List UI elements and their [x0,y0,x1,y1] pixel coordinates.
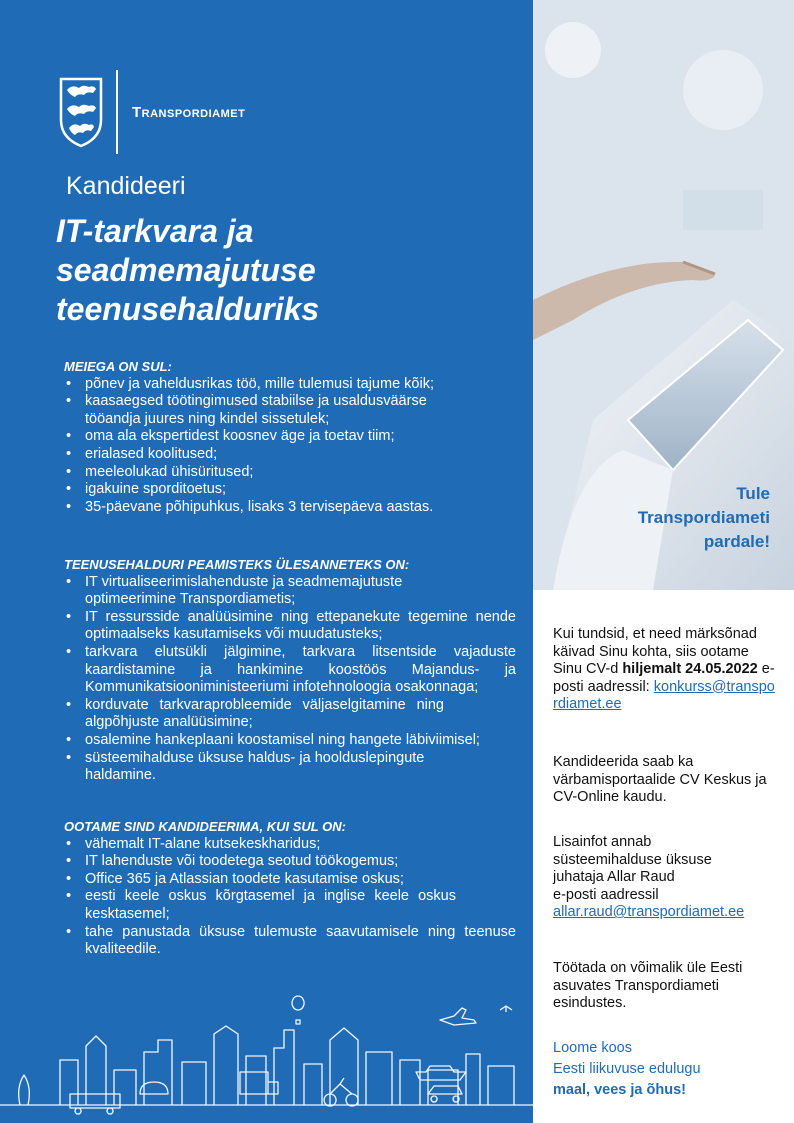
city-skyline-illustration [0,990,533,1123]
tagline-line: Transpordiameti [637,508,770,527]
job-title-line: teenusehalduriks [56,291,320,327]
duty-item: • süsteemihalduse üksuse haldus- ja hoolduslepingute haldamine. [64,750,516,785]
apply-info [553,626,775,714]
job-title [56,212,516,329]
offer-item: • igakuine sporditoetus; [64,481,516,499]
offer-item: • põnev ja vaheldusrikas töö, mille tulemusi tajume kõik; [64,376,516,394]
tagline-line: pardale! [703,532,770,551]
requirement-item: • Office 365 ja Atlassian toodete kasutamise oskus; [64,871,516,889]
kandideeri-label: Kandideeri [66,172,186,200]
duty-item: • korduvate tarkvaraprobleemide väljaselgitamine ning algpõhjuste analüüsimine; [64,697,516,732]
contact-email-link[interactable]: allar.raud@transpordiamet.ee [553,904,745,920]
coat-of-arms-icon [58,76,104,148]
logo-name: Transpordiamet [132,103,246,121]
offer-heading: MEIEGA ON SUL: [64,359,172,374]
tagline [638,482,770,554]
apply-text-after: e-posti aadressil: [553,661,775,695]
duties-list [64,574,516,785]
requirement-item: • IT lahenduste või toodetega seotud töökogemus; [64,853,516,871]
contact-line: e-posti aadressil [553,886,659,903]
duty-item: • tarkvara elutsükli jälgimine, tarkvara litsentside vajaduste kaardistamine ja hankimine koostöös Majandus- ja Kommunikatsiooniministeeriumi infotehnoloogia osakonnaga; [64,644,516,697]
contact-line: Lisainfot annab [553,834,652,850]
duties-heading: TEENUSEHALDURI PEAMISTEKS ÜLESANNETEKS ON: [64,557,410,572]
requirements-heading: OOTAME SIND KANDIDEERIMA, KUI SUL ON: [64,819,346,834]
offer-item: • 35-päevane põhipuhkus, lisaks 3 tervisepäeva aastas. [64,499,516,517]
offer-item: • kaasaegsed töötingimused stabiilse ja usaldusväärse tööandja juures ning kindel sissetulek; [64,393,516,428]
right-info-panel [533,590,794,1123]
closing-line: Loome koos [553,1040,632,1056]
duties-section [64,556,516,785]
requirement-item: • eesti keele oskus kõrgtasemel ja inglise keele oskus kesktasemel; [64,888,516,923]
portals-info: Kandideerida saab ka värbamisportaalide CV Keskus ja CV-Online kaudu. [553,754,767,805]
offer-item: • oma ala ekspertidest koosnev äge ja toetav tiim; [64,428,516,446]
job-title-line: IT-tarkvara ja [56,213,254,249]
duty-item: • osalemine hankeplaani koostamisel ning hangete läbiviimisel; [64,732,516,750]
requirements-list [64,836,516,959]
closing-slogan [553,1038,775,1101]
apply-deadline: hiljemalt 24.05.2022 [622,661,758,677]
offer-section [64,358,516,516]
requirements-section [64,818,516,959]
contact-line: juhataja Allar Raud [553,869,675,885]
transpordiamet-logo [58,70,245,154]
logo-text [132,104,245,121]
duty-item: • IT virtualiseerimislahenduste ja seadmemajutuste optimeerimine Transpordiametis; [64,574,516,609]
closing-line: Eesti liikuvuse edulugu [553,1061,701,1077]
contact-line: süsteemihalduse üksuse [553,851,712,868]
requirement-item: • vähemalt IT-alane kutsekeskharidus; [64,836,516,854]
logo-divider [116,70,118,154]
apply-text-before: Kui tundsid, et need märksõnad käivad Sinu kohta, siis ootame Sinu CV-d [553,626,757,677]
offer-list [64,376,516,517]
closing-line-bold: maal, vees ja õhus! [553,1082,686,1098]
tagline-line: Tule [736,484,770,503]
contact-info [553,834,775,922]
location-info: Töötada on võimalik üle Eesti asuvates Transpordiameti esindustes. [553,960,743,1011]
job-title-line: seadmemajutuse [56,252,316,288]
offer-item: • meeleolukad ühisüritused; [64,464,516,482]
apply-email-link[interactable]: konkurss@transpordiamet.ee [553,678,775,712]
requirement-item: • tahe panustada üksuse tulemuste saavutamisele ning teenuse kvaliteedile. [64,924,516,959]
offer-item: • erialased koolitused; [64,446,516,464]
duty-item: • IT ressursside analüüsimine ning ettepanekute tegemine nende optimaalseks kasutamiseks või muudatusteks; [64,609,516,644]
